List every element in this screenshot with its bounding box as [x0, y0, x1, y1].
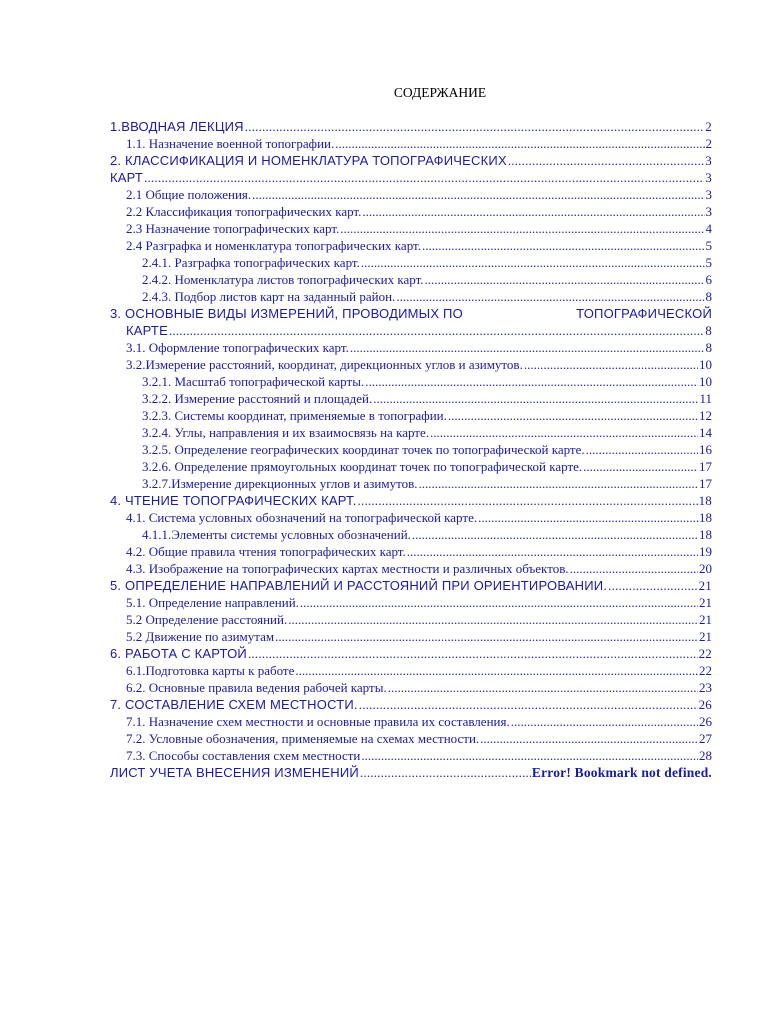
dot-leader	[524, 356, 698, 373]
page-number: 3	[705, 153, 712, 168]
toc-entry-title: 5.1. Определение направлений.	[126, 595, 299, 610]
page-number: 20	[699, 561, 712, 576]
toc-entry[interactable]	[110, 390, 712, 407]
dot-leader	[430, 424, 698, 441]
toc-entry-title: 2.2 Классификация топографических карт.	[126, 204, 362, 219]
page-number: 21	[699, 595, 712, 610]
toc-entry[interactable]	[110, 594, 712, 611]
page-number: 22	[699, 663, 712, 678]
page-number: 23	[699, 680, 712, 695]
toc-entry-title: 3.2.Измерение расстояний, координат, дирекционных углов и азимутов.	[126, 357, 523, 372]
dot-leader	[359, 696, 698, 713]
dot-leader	[340, 220, 704, 237]
toc-entry-title: 3. ОСНОВНЫЕ ВИДЫ ИЗМЕРЕНИЙ, ПРОВОДИМЫХ ПО	[110, 306, 463, 321]
toc-entry[interactable]	[110, 152, 712, 169]
dot-leader	[358, 492, 698, 509]
toc-entry[interactable]	[110, 441, 712, 458]
toc-entry[interactable]	[110, 747, 712, 764]
toc-entry-title: 3.2.5. Определение географических координат точек по топографической карте.	[142, 442, 585, 457]
dot-leader	[361, 254, 705, 271]
toc-entry-title: 3.2.1. Масштаб топографической карты.	[142, 374, 365, 389]
toc-entry[interactable]	[110, 271, 712, 288]
dot-leader	[252, 186, 704, 203]
dot-leader	[388, 679, 698, 696]
page-number: 27	[699, 731, 712, 746]
toc-entry-title: 1.ВВОДНАЯ ЛЕКЦИЯ	[110, 119, 244, 134]
toc-entry-title: 6.1.Подготовка карты к работе	[126, 663, 295, 678]
dot-leader	[448, 407, 698, 424]
toc-entry[interactable]	[110, 305, 712, 322]
dot-leader	[361, 747, 698, 764]
dot-leader	[248, 645, 698, 662]
page-number: 8	[705, 289, 712, 304]
toc-entry-title: 3.2.3. Системы координат, применяемые в топографии.	[142, 408, 447, 423]
dot-leader	[419, 475, 698, 492]
toc-entry-title: 2.4 Разграфка и номенклатура топографических карт.	[126, 238, 421, 253]
page-number: 28	[699, 748, 712, 763]
page-number: 16	[699, 442, 712, 457]
toc-entry-title: 2.3 Назначение топографических карт.	[126, 221, 340, 236]
toc-entry-title: 4.3. Изображение на топографических картах местности и различных объектов.	[126, 561, 569, 576]
toc-entry[interactable]	[110, 254, 712, 271]
toc-entry[interactable]	[110, 560, 712, 577]
page-number: 14	[699, 425, 712, 440]
toc-entry[interactable]	[110, 288, 712, 305]
toc-entry[interactable]	[110, 135, 712, 152]
page-number: 5	[705, 238, 712, 253]
dot-leader	[350, 339, 705, 356]
toc-entry-title: 4. ЧТЕНИЕ ТОПОГРАФИЧЕСКИХ КАРТ.	[110, 493, 357, 508]
bookmark-error: Error! Bookmark not defined.	[531, 765, 712, 780]
toc-entry-title: 6. РАБОТА С КАРТОЙ	[110, 646, 247, 661]
page-number: 6	[705, 272, 712, 287]
toc-entry[interactable]	[110, 509, 712, 526]
toc-entry-title: 2. КЛАССИФИКАЦИЯ И НОМЕНКЛАТУРА ТОПОГРАФИЧЕСКИХ	[110, 153, 507, 168]
dot-leader	[422, 237, 705, 254]
dot-leader	[511, 713, 698, 730]
toc-entry[interactable]	[110, 339, 712, 356]
dot-leader	[412, 526, 698, 543]
dot-leader	[288, 611, 698, 628]
toc-entry[interactable]	[110, 356, 712, 373]
toc-entry-title: 2.4.3. Подбор листов карт на заданный район.	[142, 289, 396, 304]
dot-leader	[275, 628, 698, 645]
toc-entry-title-continued: ТОПОГРАФИЧЕСКОЙ	[576, 306, 712, 321]
toc-entry-title: 7.2. Условные обозначения, применяемые на схемах местности.	[126, 731, 480, 746]
dot-leader	[169, 322, 704, 339]
page-number: 11	[699, 391, 712, 406]
dot-leader	[144, 169, 704, 186]
toc-entry[interactable]	[110, 492, 712, 509]
dot-leader	[478, 509, 698, 526]
toc-entry-title: 4.1. Система условных обозначений на топографической карте.	[126, 510, 478, 525]
toc-entry[interactable]	[110, 577, 712, 594]
dot-leader	[586, 441, 698, 458]
toc-entry-title: 1.1. Назначение военной топографии.	[126, 136, 335, 151]
page-number: 8	[705, 323, 712, 338]
toc-entry[interactable]	[110, 424, 712, 441]
toc-entry[interactable]	[110, 458, 712, 475]
toc-entry[interactable]	[110, 696, 712, 713]
page-number: 2	[705, 136, 712, 151]
dot-leader	[373, 390, 698, 407]
page-number: 21	[699, 612, 712, 627]
toc-entry[interactable]	[110, 322, 712, 339]
page-number: 8	[705, 340, 712, 355]
toc-entry-title: 7.3. Способы составления схем местности	[126, 748, 361, 763]
page-number: 5	[705, 255, 712, 270]
toc-entry-title: 3.2.4. Углы, направления и их взаимосвязь на карте.	[142, 425, 429, 440]
table-of-contents	[110, 118, 712, 781]
page-number: 4	[705, 221, 712, 236]
page-number: 21	[699, 629, 712, 644]
page-number: 12	[699, 408, 712, 423]
toc-entry[interactable]	[110, 186, 712, 203]
toc-entry[interactable]	[110, 373, 712, 390]
toc-entry[interactable]	[110, 543, 712, 560]
dot-leader	[425, 271, 705, 288]
toc-entry[interactable]	[110, 220, 712, 237]
dot-leader	[365, 373, 698, 390]
toc-entry[interactable]	[110, 237, 712, 254]
dot-leader	[608, 577, 697, 594]
toc-entry-title: 2.4.1. Разграфка топографических карт.	[142, 255, 360, 270]
page-number: 3	[705, 187, 712, 202]
toc-entry[interactable]	[110, 645, 712, 662]
toc-entry-title: КАРТ	[110, 170, 144, 185]
dot-leader	[295, 662, 698, 679]
page-number: 19	[699, 544, 712, 559]
dot-leader	[583, 458, 698, 475]
toc-entry[interactable]	[110, 611, 712, 628]
page-number: 2	[705, 119, 712, 134]
page-number: 26	[699, 714, 712, 729]
toc-entry[interactable]	[110, 628, 712, 645]
page-number: 18	[699, 527, 712, 542]
toc-entry-title: ЛИСТ УЧЕТА ВНЕСЕНИЯ ИЗМЕНЕНИЙ	[110, 765, 359, 780]
page-number: 26	[698, 697, 712, 712]
toc-entry-title: КАРТЕ	[126, 323, 168, 338]
dot-leader	[508, 152, 704, 169]
dot-leader	[245, 118, 705, 135]
toc-entry[interactable]	[110, 169, 712, 186]
toc-entry-title: 4.2. Общие правила чтения топографических карт.	[126, 544, 406, 559]
toc-entry-title: 5.2 Движение по азимутам	[126, 629, 275, 644]
toc-entry-title: 7. СОСТАВЛЕНИЕ СХЕМ МЕСТНОСТИ.	[110, 697, 358, 712]
toc-entry-title: 5. ОПРЕДЕЛЕНИЕ НАПРАВЛЕНИЙ И РАССТОЯНИЙ ПРИ ОРИЕНТИРОВАНИИ.	[110, 578, 608, 593]
dot-leader	[360, 764, 531, 781]
page-number: 10	[699, 374, 712, 389]
toc-entry-title: 3.2.2. Измерение расстояний и площадей.	[142, 391, 373, 406]
toc-entry-title: 2.4.2. Номенклатура листов топографических карт.	[142, 272, 424, 287]
toc-entry-title: 3.1. Оформление топографических карт.	[126, 340, 349, 355]
page-number: 3	[705, 204, 712, 219]
document-title: СОДЕРЖАНИЕ	[393, 85, 487, 100]
toc-entry[interactable]	[110, 118, 712, 135]
dot-leader	[480, 730, 698, 747]
dot-leader	[570, 560, 698, 577]
toc-entry[interactable]	[110, 475, 712, 492]
dot-leader	[362, 203, 704, 220]
toc-entry-title: 5.2 Определение расстояний.	[126, 612, 288, 627]
page-number: 17	[699, 476, 712, 491]
toc-entry[interactable]	[110, 764, 712, 781]
toc-entry[interactable]	[110, 407, 712, 424]
toc-entry[interactable]	[110, 526, 712, 543]
toc-entry[interactable]	[110, 713, 712, 730]
toc-entry-title: 6.2. Основные правила ведения рабочей карты.	[126, 680, 387, 695]
dot-leader	[396, 288, 704, 305]
toc-entry[interactable]	[110, 679, 712, 696]
page-number: 3	[705, 170, 712, 185]
dot-leader	[300, 594, 698, 611]
toc-entry[interactable]	[110, 662, 712, 679]
toc-entry[interactable]	[110, 203, 712, 220]
toc-entry-title: 3.2.6. Определение прямоугольных координат точек по топографической карте.	[142, 459, 583, 474]
page-number: 10	[699, 357, 712, 372]
page-number: 22	[698, 646, 712, 661]
toc-entry-title: 3.2.7.Измерение дирекционных углов и азимутов.	[142, 476, 418, 491]
toc-entry-title: 7.1. Назначение схем местности и основные правила их составления.	[126, 714, 510, 729]
dot-leader	[335, 135, 704, 152]
dot-leader	[407, 543, 698, 560]
page-number: 18	[698, 493, 712, 508]
toc-entry-title: 2.1 Общие положения.	[126, 187, 252, 202]
toc-entry-title: 4.1.1.Элементы системы условных обозначений.	[142, 527, 411, 542]
page-number: 17	[699, 459, 712, 474]
toc-entry[interactable]	[110, 730, 712, 747]
page-number: 18	[699, 510, 712, 525]
page-number: 21	[698, 578, 712, 593]
